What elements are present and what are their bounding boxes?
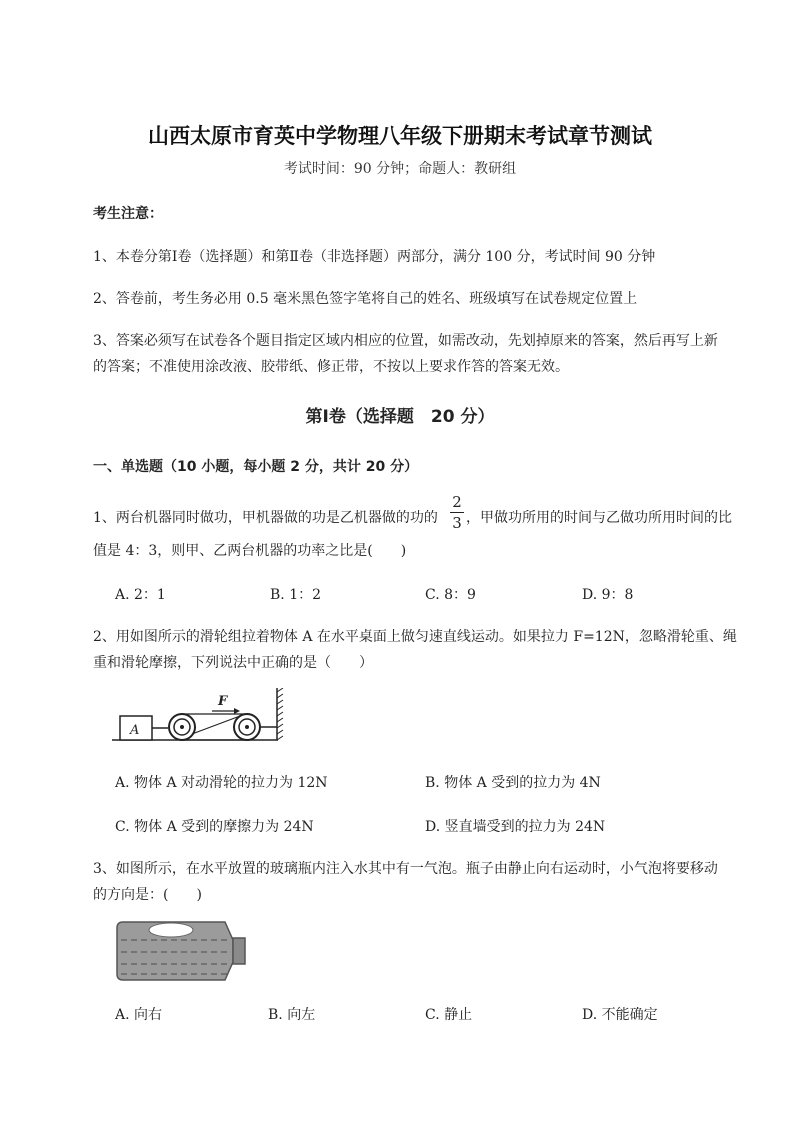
q2-option-b[interactable]: B. 物体 A 受到的拉力为 4N <box>425 775 601 791</box>
q3-text-line-1: 3、如图所示，在水平放置的玻璃瓶内注入水其中有一气泡。瓶子由静止向右运动时，小气泡将要移动 <box>93 861 718 877</box>
air-bubble <box>149 923 193 937</box>
q2-option-c[interactable]: C. 物体 A 受到的摩擦力为 24N <box>115 819 314 835</box>
notice-item-3-line-1: 3、答案必须写在试卷各个题目指定区域内相应的位置，如需改动，先划掉原来的答案，然后再写上新 <box>93 333 718 349</box>
fraction-bar <box>450 512 464 513</box>
notice-item-1: 1、本卷分第Ⅰ卷（选择题）和第Ⅱ卷（非选择题）两部分，满分 100 分，考试时间 90 分钟 <box>93 249 656 265</box>
page-title: 山西太原市育英中学物理八年级下册期末考试章节测试 <box>148 124 652 148</box>
q1-fraction <box>450 494 464 531</box>
section-title: 第Ⅰ卷（选择题 20 分） <box>305 407 495 427</box>
q1-text-line-2: 值是 4：3，则甲、乙两台机器的功率之比是( ) <box>93 543 407 559</box>
force-label: F <box>218 694 228 709</box>
q2-text-line-2: 重和滑轮摩擦，下列说法中正确的是（ ） <box>93 655 373 671</box>
q3-option-b[interactable]: B. 向左 <box>268 1007 316 1023</box>
force-arrowhead <box>234 708 240 714</box>
q1-option-a[interactable]: A. 2：1 <box>115 587 166 603</box>
notice-heading: 考生注意： <box>93 206 163 222</box>
notice-item-2: 2、答卷前，考生务必用 0.5 毫米黑色签字笔将自己的姓名、班级填写在试卷规定位置上 <box>93 291 638 307</box>
notice-item-3-line-2: 的答案；不准使用涂改液、胶带纸、修正带，不按以上要求作答的答案无效。 <box>93 359 569 375</box>
q3-option-a[interactable]: A. 向右 <box>115 1007 163 1023</box>
block-a-label: A <box>130 723 140 738</box>
q2-option-d[interactable]: D. 竖直墙受到的拉力为 24N <box>425 819 606 835</box>
fraction-denominator: 3 <box>452 514 462 532</box>
glass-bottle-figure <box>115 920 255 982</box>
q1-option-b[interactable]: B. 1：2 <box>270 587 322 603</box>
q3-option-c[interactable]: C. 静止 <box>425 1007 473 1023</box>
q1-option-c[interactable]: C. 8：9 <box>425 587 476 603</box>
q1-option-d[interactable]: D. 9：8 <box>582 587 634 603</box>
q2-option-a[interactable]: A. 物体 A 对动滑轮的拉力为 12N <box>115 775 328 791</box>
q3-option-d[interactable]: D. 不能确定 <box>582 1007 658 1023</box>
pulley-system-figure <box>112 688 292 748</box>
rope-pull <box>192 716 240 734</box>
q3-text-line-2: 的方向是：( ) <box>93 887 202 903</box>
exam-info: 考试时间：90 分钟；命题人：教研组 <box>283 161 517 177</box>
fraction-numerator: 2 <box>452 493 462 511</box>
bottle-neck <box>233 938 245 964</box>
q1-text-part-2: ，甲做功所用的时间与乙做功所用时间的比 <box>466 510 732 526</box>
q1-text-part-1: 1、两台机器同时做功，甲机器做的功是乙机器做的功的 <box>93 510 438 526</box>
q2-text-line-1: 2、用如图所示的滑轮组拉着物体 A 在水平桌面上做匀速直线运动。如果拉力 F=12N，忽略滑轮重、绳 <box>93 629 737 645</box>
part-heading: 一、单选题（10 小题，每小题 2 分，共计 20 分） <box>93 459 419 475</box>
wall-hatching <box>277 688 283 740</box>
